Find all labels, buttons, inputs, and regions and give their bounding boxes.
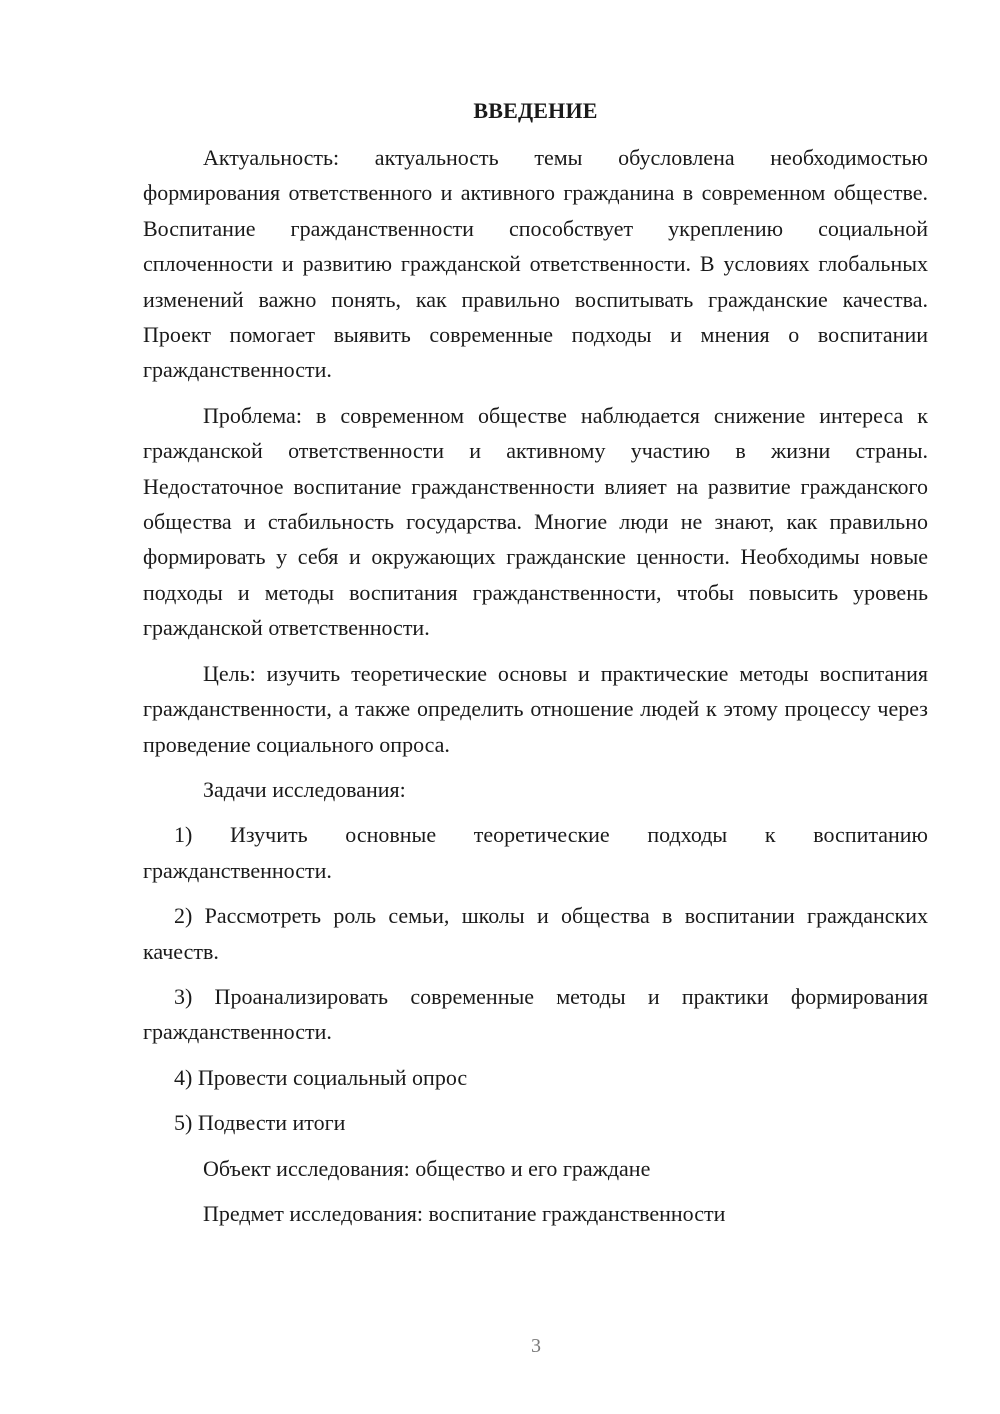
page-number: 3 <box>531 1335 541 1357</box>
paragraph-goal: Цель: изучить теоретические основы и практические методы воспитания гражданственности, а также определить отношение людей к этому процессу через проведение социального опроса. <box>143 660 928 757</box>
task-item-3: 3) Проанализировать современные методы и практики формирования гражданственности. <box>143 983 928 1045</box>
paragraph-relevance: Актуальность: актуальность темы обусловлена необходимостью формирования ответственного и активного гражданина в современном обществе. Воспитание гражданственности способствует укреплению социальной сплоченности и развитию гражданской ответственности. В условиях глобальных изменений важно понять, как правильно воспитывать гражданские качества. Проект помогает выявить современные подходы и мнения о воспитании гражданственности. <box>143 145 928 383</box>
task-item-5: 5) Подвести итоги <box>174 1110 346 1136</box>
task-item-4: 4) Провести социальный опрос <box>174 1064 468 1090</box>
task-item-2: 2) Рассмотреть роль семьи, школы и общества в воспитании гражданских качеств. <box>143 903 928 964</box>
research-object: Объект исследования: общество и его граждане <box>203 1155 651 1181</box>
task-item-1: 1) Изучить основные теоретические подходы к воспитанию гражданственности. <box>143 822 928 883</box>
page-content <box>143 96 928 1241</box>
page-title: ВВЕДЕНИЕ <box>473 98 598 123</box>
paragraph-problem: Проблема: в современном обществе наблюдается снижение интереса к гражданской ответственности и активному участию в жизни страны. Недостаточное воспитание гражданственности влияет на развитие гражданского общества и стабильность государства. Многие люди не знают, как правильно формировать у себя и окружающих гражданские ценности. Необходимы новые подходы и методы воспитания гражданственности, чтобы повысить уровень гражданской ответственности. <box>143 402 928 641</box>
research-subject: Предмет исследования: воспитание гражданственности <box>203 1200 726 1226</box>
tasks-heading: Задачи исследования: <box>203 776 406 802</box>
